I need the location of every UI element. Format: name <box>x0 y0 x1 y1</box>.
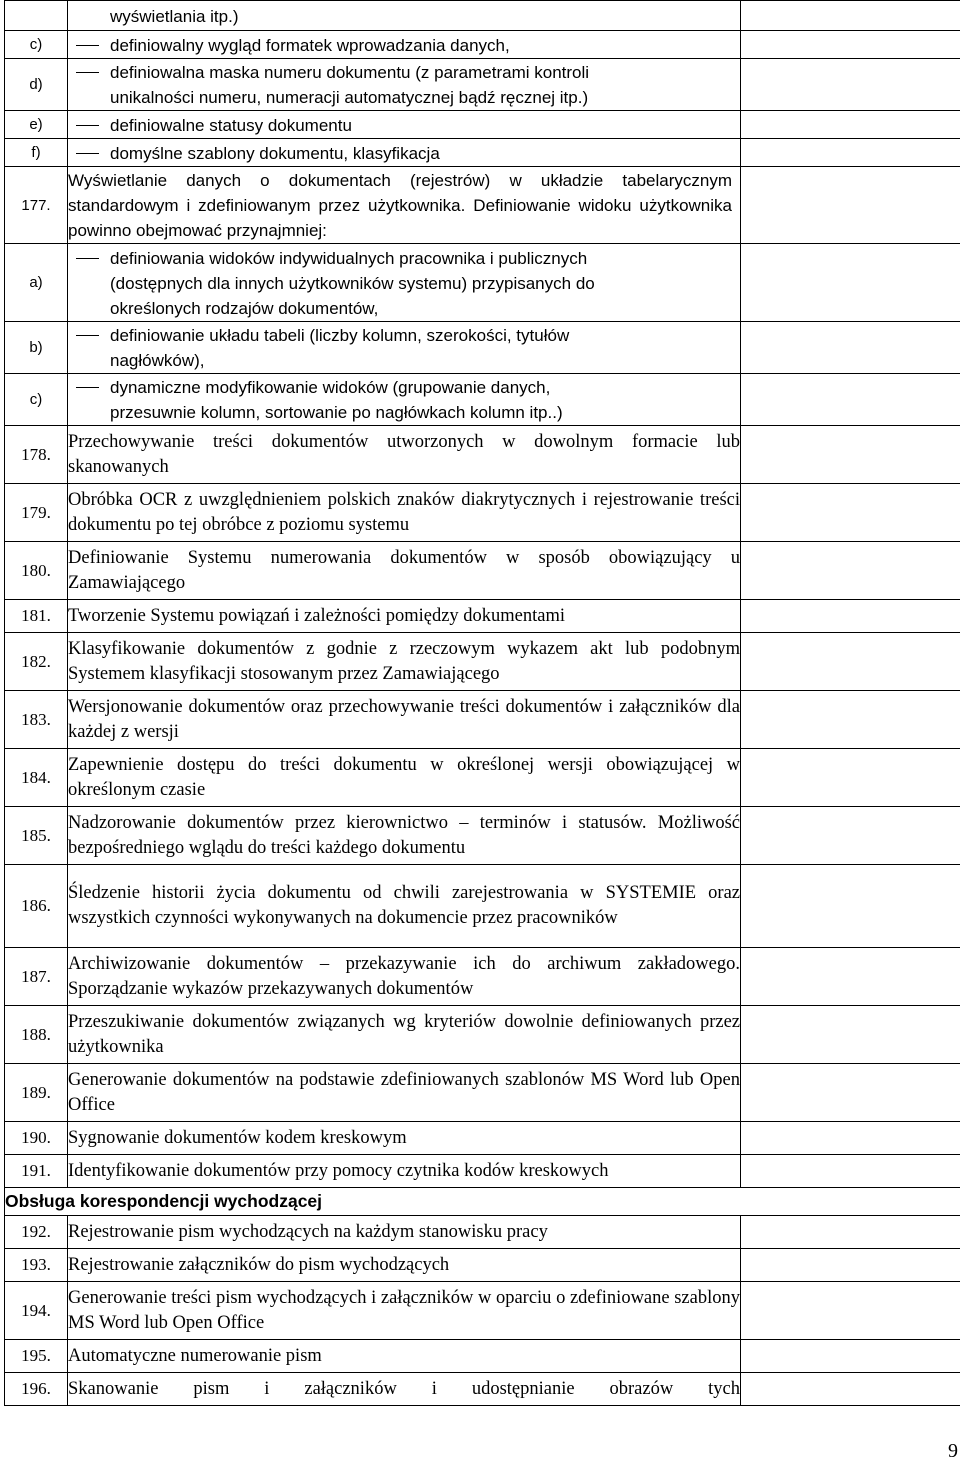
table-row <box>5 1122 960 1155</box>
answer-cell[interactable] <box>741 244 960 322</box>
answer-cell[interactable] <box>741 1373 960 1406</box>
table-row <box>5 59 960 111</box>
row-number: 195. <box>5 1340 68 1373</box>
row-number: 183. <box>5 691 68 749</box>
subitem-line: przesuwnie kolumn, sortowanie po nagłówkach kolumn itp..) <box>110 403 563 422</box>
table-row <box>5 322 960 374</box>
table-row <box>5 111 960 139</box>
row-number: 179. <box>5 484 68 542</box>
table-row <box>5 948 960 1006</box>
continued-text: wyświetlania itp.) <box>110 6 239 26</box>
table-row <box>5 139 960 167</box>
row-number: 192. <box>5 1216 68 1249</box>
subitem-line: określonych rodzajów dokumentów, <box>110 298 379 318</box>
row-description: Nadzorowanie dokumentów przez kierownictwo – terminów i statusów. Możliwość bezpośredniego wglądu do treści każdego dokumentu <box>68 807 741 865</box>
row-description: Rejestrowanie załączników do pism wychodzących <box>68 1249 741 1282</box>
subitem-line: (dostępnych dla innych użytkowników systemu) przypisanych do <box>110 273 595 293</box>
table-row <box>5 167 960 244</box>
row-description: Obróbka OCR z uwzględnieniem polskich znaków diakrytycznych i rejestrowanie treści dokumentu po tej obróbce z poziomu systemu <box>68 484 741 542</box>
answer-cell[interactable] <box>741 322 960 374</box>
answer-cell[interactable] <box>741 111 960 139</box>
table-row <box>5 749 960 807</box>
subitem-text: definiowalne statusy dokumentu <box>110 115 352 135</box>
row-description <box>68 111 741 139</box>
dash-icon <box>74 113 110 138</box>
row-number: 194. <box>5 1282 68 1340</box>
row-description: Przeszukiwanie dokumentów związanych wg kryteriów dowolnie definiowanych przez użytkownika <box>68 1006 741 1064</box>
dash-icon <box>74 33 110 58</box>
table-row <box>5 1249 960 1282</box>
row-description: Przechowywanie treści dokumentów utworzonych w dowolnym formacie lub skanowanych <box>68 426 741 484</box>
table-row <box>5 691 960 749</box>
answer-cell[interactable] <box>741 1 960 31</box>
row-number: 186. <box>5 865 68 948</box>
table-row <box>5 1216 960 1249</box>
row-description: Sygnowanie dokumentów kodem kreskowym <box>68 1122 741 1155</box>
row-description <box>68 322 741 374</box>
row-number: 185. <box>5 807 68 865</box>
table-row <box>5 426 960 484</box>
table-row <box>5 484 960 542</box>
answer-cell[interactable] <box>741 1155 960 1188</box>
answer-cell[interactable] <box>741 484 960 542</box>
table-row <box>5 1 960 31</box>
row-number: c) <box>5 31 68 59</box>
row-number: 196. <box>5 1373 68 1406</box>
table-row <box>5 1373 960 1406</box>
answer-cell[interactable] <box>741 749 960 807</box>
row-number: b) <box>5 322 68 374</box>
row-number <box>5 1 68 31</box>
answer-cell[interactable] <box>741 31 960 59</box>
subitem-line: dynamiczne modyfikowanie widoków (grupowanie danych, <box>110 378 551 397</box>
row-number: 191. <box>5 1155 68 1188</box>
table-row <box>5 1282 960 1340</box>
row-number: e) <box>5 111 68 139</box>
table-row <box>5 31 960 59</box>
table-row <box>5 600 960 633</box>
row-description <box>68 139 741 167</box>
row-description: Tworzenie Systemu powiązań i zależności pomiędzy dokumentami <box>68 600 741 633</box>
section-heading: Obsługa korespondencji wychodzącej <box>5 1188 960 1216</box>
table-row <box>5 542 960 600</box>
answer-cell[interactable] <box>741 691 960 749</box>
row-number: c) <box>5 374 68 426</box>
row-description: Klasyfikowanie dokumentów z godnie z rzeczowym wykazem akt lub podobnym Systemem klasyfikacji stosowanym przez Zamawiającego <box>68 633 741 691</box>
row-number: 187. <box>5 948 68 1006</box>
table-row <box>5 374 960 426</box>
requirements-table <box>4 0 960 1406</box>
row-number: f) <box>5 139 68 167</box>
table-row <box>5 244 960 322</box>
answer-cell[interactable] <box>741 948 960 1006</box>
answer-cell[interactable] <box>741 1064 960 1122</box>
row-description: Generowanie dokumentów na podstawie zdefiniowanych szablonów MS Word lub Open Office <box>68 1064 741 1122</box>
row-description: Archiwizowanie dokumentów – przekazywanie ich do archiwum zakładowego. Sporządzanie wykazów przekazywanych dokumentów <box>68 948 741 1006</box>
row-description <box>68 1 741 31</box>
row-description: Wersjonowanie dokumentów oraz przechowywanie treści dokumentów i załączników dla każdej z wersji <box>68 691 741 749</box>
row-text: Wyświetlanie danych o dokumentach (rejestrów) w układzie tabelarycznym standardowym i zdefiniowanym przez użytkownika. Definiowanie widoku użytkownika powinno obejmować przynajmniej: <box>68 171 732 240</box>
row-description <box>68 167 741 244</box>
answer-cell[interactable] <box>741 167 960 244</box>
subitem-line: unikalności numeru, numeracji automatycznej bądź ręcznej itp.) <box>110 88 589 107</box>
answer-cell[interactable] <box>741 374 960 426</box>
row-number: 193. <box>5 1249 68 1282</box>
row-description: Identyfikowanie dokumentów przy pomocy czytnika kodów kreskowych <box>68 1155 741 1188</box>
answer-cell[interactable] <box>741 426 960 484</box>
page-number: 9 <box>948 1440 958 1462</box>
row-number: 184. <box>5 749 68 807</box>
answer-cell[interactable] <box>741 1006 960 1064</box>
row-number: 180. <box>5 542 68 600</box>
answer-cell[interactable] <box>741 59 960 111</box>
dash-icon <box>74 141 110 166</box>
table-row <box>5 1155 960 1188</box>
subitem-line: definiowanie układu tabeli (liczby kolumn, szerokości, tytułów <box>110 326 570 345</box>
answer-cell[interactable] <box>741 1340 960 1373</box>
section-header-row <box>5 1188 960 1216</box>
dash-icon <box>74 60 110 85</box>
answer-cell[interactable] <box>741 1282 960 1340</box>
subitem-line: definiowania widoków indywidualnych pracownika i publicznych <box>110 248 588 268</box>
table-row <box>5 1064 960 1122</box>
subitem-line: definiowalna maska numeru dokumentu (z parametrami kontroli <box>110 63 590 82</box>
table-row <box>5 633 960 691</box>
row-description: Rejestrowanie pism wychodzących na każdym stanowisku pracy <box>68 1216 741 1249</box>
answer-cell[interactable] <box>741 633 960 691</box>
row-description <box>68 59 741 111</box>
answer-cell[interactable] <box>741 139 960 167</box>
table-row <box>5 865 960 948</box>
row-number: 188. <box>5 1006 68 1064</box>
row-description <box>68 244 741 322</box>
row-description: Śledzenie historii życia dokumentu od chwili zarejestrowania w SYSTEMIE oraz wszystkich czynności wykonywanych na dokumencie przez pracowników <box>68 865 741 948</box>
row-description <box>68 31 741 59</box>
row-number: 178. <box>5 426 68 484</box>
answer-cell[interactable] <box>741 1216 960 1249</box>
table-row <box>5 1006 960 1064</box>
row-number: 190. <box>5 1122 68 1155</box>
row-number: 181. <box>5 600 68 633</box>
row-number: 182. <box>5 633 68 691</box>
subitem-line: nagłówków), <box>110 351 205 370</box>
answer-cell[interactable] <box>741 807 960 865</box>
table-row <box>5 1340 960 1373</box>
answer-cell[interactable] <box>741 865 960 948</box>
dash-icon <box>74 246 110 271</box>
subitem-text: definiowalny wygląd formatek wprowadzania danych, <box>110 35 510 55</box>
dash-icon <box>74 323 110 348</box>
row-number: 189. <box>5 1064 68 1122</box>
row-description: Skanowanie pism i załączników i udostępnianie obrazów tych <box>68 1373 741 1406</box>
table-row <box>5 807 960 865</box>
row-description: Zapewnienie dostępu do treści dokumentu w określonej wersji obowiązującej w określonym czasie <box>68 749 741 807</box>
answer-cell[interactable] <box>741 1122 960 1155</box>
row-number: a) <box>5 244 68 322</box>
row-description: Generowanie treści pism wychodzących i załączników w oparciu o zdefiniowane szablony MS Word lub Open Office <box>68 1282 741 1340</box>
row-description: Automatyczne numerowanie pism <box>68 1340 741 1373</box>
answer-cell[interactable] <box>741 1249 960 1282</box>
row-description: Definiowanie Systemu numerowania dokumentów w sposób obowiązujący u Zamawiającego <box>68 542 741 600</box>
answer-cell[interactable] <box>741 600 960 633</box>
row-number: d) <box>5 59 68 111</box>
row-number: 177. <box>5 167 68 244</box>
dash-icon <box>74 375 110 400</box>
subitem-text: domyślne szablony dokumentu, klasyfikacja <box>110 143 440 163</box>
row-description <box>68 374 741 426</box>
answer-cell[interactable] <box>741 542 960 600</box>
